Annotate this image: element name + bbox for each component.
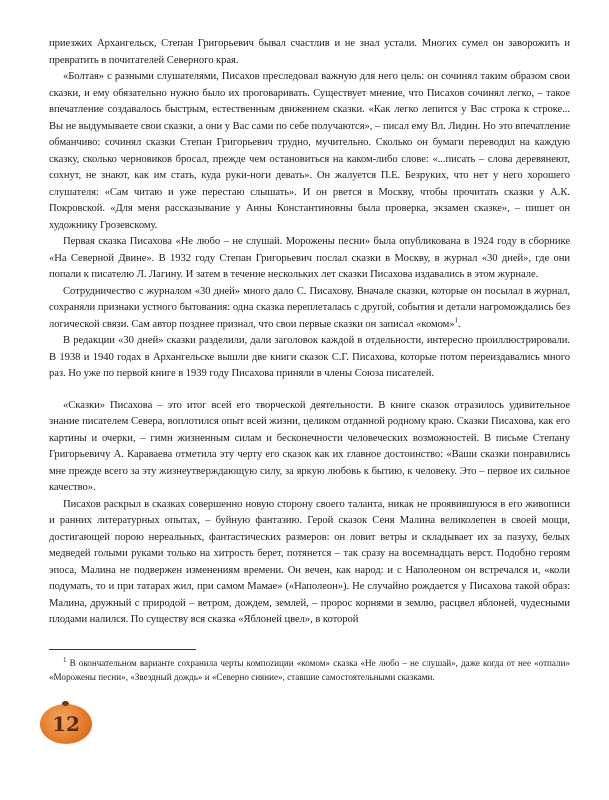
paragraph-5: В редакции «30 дней» сказки разделили, дали заголовок каждой в отдельности, интересно проиллюстрировали. В 1938 и 1940 годах в Архангельске вышли две книги сказок С.Г. Писахова, которые потом переиздавались много раз. Но уже по первой книге в 1939 году Писахова приняли в члены Союза писателей. [49,335,570,379]
paragraph-4 [49,284,570,334]
paragraph-6: «Сказки» Писахова – это итог всей его творческой деятельности. В книге сказок отразилось удивительное знание писателем Севера, воплотился опыт всей жизни, целиком отданной родному краю. Сказки Писахова, как его картины и очерки, – гимн жизненным силам и бесконечности человеческих возможностей. В письме Степану Григорьевичу А. Караваева отметила эту черту его сказок как их главное достоинство: «Ваши сказки понравились мне прежде всего за эту жизнеутверждающую силу, за яркую любовь к бытию, к человеку. Это – первое их сильное качество». [49,399,570,493]
body-text [49,36,570,629]
footnote-mark: 1 [63,655,67,664]
paragraph-3: Первая сказка Писахова «Не любо – не слушай. Морожены песни» была опубликована в 1924 году в сборнике «На Северной Двине». В 1932 году Степан Григорьевич послал сказки в Москву, в журнал «30 дней», где они попали к писателю Л. Лагину. И затем в течение нескольких лет сказки Писахова издавались в этом журнале. [49,236,570,280]
paragraph-1: приезжих Архангельск, Степан Григорьевич бывал счастлив и не знал устали. Многих сумел он заворожить и превратить в почитателей Северного края. [49,38,570,66]
footnote-reference: 1 [454,315,459,324]
footnote [49,656,570,684]
paragraph-4-text: Сотрудничество с журналом «30 дней» много дало С. Писахову. Вначале сказки, которые он посылал в журнал, сохраняли признаки устного бытования: одна сказка переплеталась с другой, события и детали нагромождались без логической связи. Сам автор позднее признал, что свои первые сказки он записал «комом» [49,285,570,330]
paragraph-2: «Болтая» с разными слушателями, Писахов преследовал важную для него цель: он сочинял таким образом свои сказки, и ему обязательно нужно было их проговаривать. Существует мнение, что Писахов сочинял легко, – такое впечатление создавалось быстрым, естественным движением сказки. «Как легко лепится у Вас строка к строке... Вы не выдумываете свои сказки, а они у Вас сами по себе получаются», – писал ему Вл. Лидин. Но это впечатление обманчиво: сочинял сказки Степан Григорьевич трудно, мучительно. Сколько он бумаги переводил на каждую сказку, сколько черновиков бросал, прежде чем остановиться на каком-либо слове: «...писать – слова деревянеют, сохнут, не знают, как им стать, куда руки-ноги девать». Он жалуется П.Е. Безруких, что нет у него хорошего слушателя: «Сам читаю и уже перестаю слышать». И он рвется в Москву, чтобы прочитать сказки у А.К. Покровской. «Для меня рассказывание у Анны Константиновны была проверка, экзамен сказке», – пишет он художнику Грозевскому. [49,71,570,231]
page-number: 12 [52,712,80,736]
footnote-divider [49,649,196,650]
footnote-text: В окончательном варианте сохранила черты компоzиции «комом» сказка «Не любо – не слушай», даже когда от нее «отпали» «Морожены песни», «Звездный дождь» и «Северно сияние», ставшие самостоятельными сказками. [49,658,570,682]
page-number-badge [40,704,92,744]
paragraph-7: Писахов раскрыл в сказках совершенно новую сторону своего таланта, никак не проявившуюся в его живописи и ранних литературных опытах, – буйную фантазию. Герой сказок Сеня Малина великолепен в своей мощи, достигающей порою нереальных, фантастических размеров: он ловит ветры и складывает их за пазуху, белых медведей голыми руками только на хитрость берет, потянется – так сразу на восемнадцать верст. Подобно героям эпоса, Малина не подвержен изменениям времени. Он вечен, как народ: и с Наполеоном он встречался и, «коли подумать, то и при татарах жил, при самом Мамае» («Наполеон»). Не случайно рождается у Писахова такой образ: Малина, дружный с природой – ветром, дождем, землей, – пророс корнями в землю, расцвел яблоней, чудесными плодами налился. По существу вся сказка «Яблоней цвел», в которой [49,498,570,625]
paragraph-4-tail: . [458,318,461,330]
